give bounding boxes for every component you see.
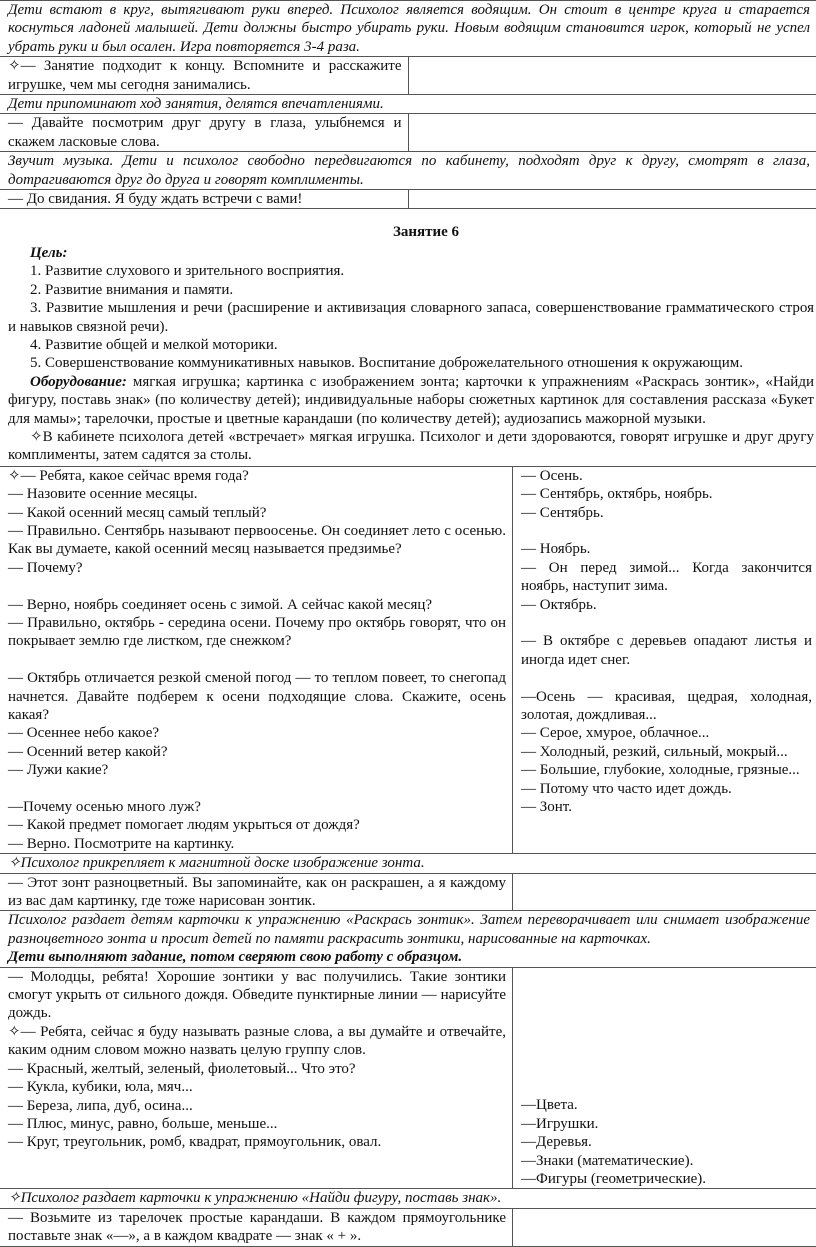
goal-item: 5. Совершенствование коммуникативных навыков. Воспитание доброжелательного отношения к окружающим. xyxy=(8,354,814,372)
lesson-dialogue-table xyxy=(0,466,816,1247)
answer-line xyxy=(521,1078,812,1096)
answer-line: —Осень — красивая, щедрая, холодная, золотая, дождливая... xyxy=(521,688,812,725)
speech-line: — Молодцы, ребята! Хорошие зонтики у вас получились. Такие зонтики смогут укрыть от сильного дождя. Обведите пунктирные линии — нарисуйте дождь. xyxy=(8,968,506,1023)
stage-direction-text: Психолог раздает детям карточки к упражнению «Раскрась зонтик». Затем переворачивает или снимает изображение разноцветного зонта и просит детей по памяти раскрасить зонтики, нарисованные на карточках. xyxy=(8,911,810,948)
answer-line xyxy=(521,1023,812,1041)
psychologist-speech-cell xyxy=(0,466,513,853)
equipment-label: Оборудование: xyxy=(30,374,127,390)
goal-item: 2. Развитие внимания и памяти. xyxy=(8,281,814,299)
psychologist-speech-cell xyxy=(0,1208,513,1246)
answer-line xyxy=(521,1041,812,1059)
answer-line: —Знаки (математические). xyxy=(521,1152,812,1170)
answer-line: — Осень. xyxy=(521,467,812,485)
dialogue-row xyxy=(0,873,816,911)
goal-item: 3. Развитие мышления и речи (расширение и активизация словарного запаса, совершенствование грамматического строя и навыков связной речи). xyxy=(8,299,814,336)
children-answer-cell xyxy=(408,190,816,209)
speech-line: — Какой осенний месяц самый теплый? xyxy=(8,504,506,522)
dialogue-row xyxy=(0,1208,816,1246)
children-answer-cell xyxy=(408,57,816,95)
lesson-section xyxy=(0,223,816,464)
answer-line: —Цвета. xyxy=(521,1096,812,1114)
speech-line: — Круг, треугольник, ромб, квадрат, прямоугольник, овал. xyxy=(8,1133,506,1151)
speech-line xyxy=(8,577,506,595)
answer-line: — Сентябрь. xyxy=(521,504,812,522)
dialogue-row xyxy=(0,190,816,209)
children-answer-cell xyxy=(513,1208,816,1246)
speech-line: — Верно, ноябрь соединяет осень с зимой. А сейчас какой месяц? xyxy=(8,596,506,614)
speech-line: ✧— Ребята, какое сейчас время года? xyxy=(8,467,506,485)
note-row xyxy=(0,1189,816,1208)
speech-line: — Почему? xyxy=(8,559,506,577)
speech-line: — Правильно. Сентябрь называют первоосенье. Он соединяет лето с осенью. Как вы думаете, какой осенний месяц называется предзимье? xyxy=(8,522,506,559)
answer-line: — Серое, хмурое, облачное... xyxy=(521,724,812,742)
speech-line: — Осеннее небо какое? xyxy=(8,724,506,742)
speech-line: — Кукла, кубики, юла, мяч... xyxy=(8,1078,506,1096)
speech-line: — Береза, липа, дуб, осина... xyxy=(8,1097,506,1115)
answer-line: — Сентябрь, октябрь, ноябрь. xyxy=(521,485,812,503)
speech-line: — Какой предмет помогает людям укрыться от дождя? xyxy=(8,816,506,834)
dialogue-row xyxy=(0,967,816,1189)
stage-direction-text: Дети встают в круг, вытягивают руки вперед. Психолог является водящим. Он стоит в центре круга и старается коснуться ладоней малышей. Дети должны быстро убирать руки. Новым водящим становится игрок, который не успел убрать руки и был осален. Игра повторяется 3-4 раза. xyxy=(8,1,810,56)
speech-line: — Осенний ветер какой? xyxy=(8,743,506,761)
children-answer-cell xyxy=(408,114,816,152)
speech-line: — Возьмите из тарелочек простые карандаши. В каждом прямоугольнике поставьте знак «—», а в каждом квадрате — знак « + ». xyxy=(8,1209,506,1246)
stage-direction-text: ✧Психолог раздает карточки к упражнению «Найди фигуру, поставь знак». xyxy=(8,1189,810,1207)
psychologist-speech-cell xyxy=(0,114,408,152)
dialogue-row xyxy=(0,57,816,95)
stage-direction-text: Звучит музыка. Дети и психолог свободно передвигаются по кабинету, подходят друг к другу, смотрят в глаза, дотрагиваются друг до друга и говорят комплименты. xyxy=(8,152,810,189)
note-row xyxy=(0,152,816,190)
stage-direction-cell xyxy=(0,95,816,114)
stage-direction-cell xyxy=(0,1189,816,1208)
note-row xyxy=(0,854,816,873)
speech-line: — Правильно, октябрь - середина осени. Почему про октябрь говорят, что он покрывает землю где листком, где снежком? xyxy=(8,614,506,651)
answer-line: —Игрушки. xyxy=(521,1115,812,1133)
goal-item: 1. Развитие слухового и зрительного восприятия. xyxy=(8,262,814,280)
goal-label: Цель: xyxy=(8,244,814,262)
dialogue-row xyxy=(0,114,816,152)
answer-line: —Фигуры (геометрические). xyxy=(521,1170,812,1188)
note-row xyxy=(0,1,816,57)
children-answer-cell xyxy=(513,967,816,1189)
stage-direction-bold-text: Дети выполняют задание, потом сверяют свою работу с образцом. xyxy=(8,948,810,966)
speech-line: — До свидания. Я буду ждать встречи с вами! xyxy=(8,190,402,208)
stage-direction-cell xyxy=(0,911,816,967)
stage-direction-text: ✧Психолог прикрепляет к магнитной доске изображение зонта. xyxy=(8,854,810,872)
stage-direction-cell xyxy=(0,1,816,57)
answer-line xyxy=(521,614,812,632)
speech-line: ✧— Занятие подходит к концу. Вспомните и расскажите игрушке, чем мы сегодня занимались. xyxy=(8,57,402,94)
answer-line xyxy=(521,669,812,687)
speech-line xyxy=(8,780,506,798)
speech-line: — Верно. Посмотрите на картинку. xyxy=(8,835,506,853)
note-row xyxy=(0,95,816,114)
children-answer-cell xyxy=(513,873,816,911)
top-dialogue-table xyxy=(0,0,816,209)
answer-line: — Большие, глубокие, холодные, грязные... xyxy=(521,761,812,779)
answer-line xyxy=(521,522,812,540)
speech-line: — Октябрь отличается резкой сменой погод — то теплом повеет, то снегопад начнется. Давайте подберем к осени подходящие слова. Скажите, осень какая? xyxy=(8,669,506,724)
lesson-title: Занятие 6 xyxy=(8,223,814,241)
speech-line: — Лужи какие? xyxy=(8,761,506,779)
answer-line: — В октябре с деревьев опадают листья и иногда идет снег. xyxy=(521,632,812,669)
speech-line xyxy=(8,651,506,669)
psychologist-speech-cell xyxy=(0,873,513,911)
answer-line: — Холодный, резкий, сильный, мокрый... xyxy=(521,743,812,761)
speech-line: — Этот зонт разноцветный. Вы запоминайте, как он раскрашен, а я каждому из вас дам картинку, где тоже нарисован зонтик. xyxy=(8,874,506,911)
stage-direction-text: Дети припоминают ход занятия, делятся впечатлениями. xyxy=(8,95,810,113)
children-answer-cell xyxy=(513,466,816,853)
answer-line: — Потому что часто идет дождь. xyxy=(521,780,812,798)
speech-line: — Красный, желтый, зеленый, фиолетовый... Что это? xyxy=(8,1060,506,1078)
speech-line: — Плюс, минус, равно, больше, меньше... xyxy=(8,1115,506,1133)
answer-line: — Зонт. xyxy=(521,798,812,816)
answer-line xyxy=(521,1060,812,1078)
equipment-paragraph xyxy=(8,373,814,428)
stage-direction-cell xyxy=(0,152,816,190)
psychologist-speech-cell xyxy=(0,57,408,95)
stage-direction-cell xyxy=(0,854,816,873)
answer-line xyxy=(521,968,812,986)
intro-paragraph: ✧В кабинете психолога детей «встречает» мягкая игрушка. Психолог и дети здороваются, говорят игрушке и друг другу комплименты, затем садятся за столы. xyxy=(8,428,814,465)
answer-line: — Он перед зимой... Когда закончится ноябрь, наступит зима. xyxy=(521,559,812,596)
psychologist-speech-cell xyxy=(0,967,513,1189)
equipment-text: мягкая игрушка; картинка с изображением зонта; карточки к упражнениям «Раскрась зонтик», «Найди фигуру, поставь знак» (по количеству детей); индивидуальные наборы сюжетных картинок для составления рассказа «Букет для мамы»; тарелочки, простые и цветные карандаши (по количеству детей); аудиозапись мажорной музыки. xyxy=(8,374,814,427)
answer-line: — Октябрь. xyxy=(521,596,812,614)
speech-line: ✧— Ребята, сейчас я буду называть разные слова, а вы думайте и отвечайте, каким одним словом можно назвать целую группу слов. xyxy=(8,1023,506,1060)
answer-line: — Ноябрь. xyxy=(521,540,812,558)
note-row xyxy=(0,911,816,967)
dialogue-row xyxy=(0,466,816,853)
speech-line: — Давайте посмотрим друг другу в глаза, улыбнемся и скажем ласковые слова. xyxy=(8,114,402,151)
goal-item: 4. Развитие общей и мелкой моторики. xyxy=(8,336,814,354)
psychologist-speech-cell xyxy=(0,190,408,209)
speech-line: — Назовите осенние месяцы. xyxy=(8,485,506,503)
answer-line: —Деревья. xyxy=(521,1133,812,1151)
speech-line: —Почему осенью много луж? xyxy=(8,798,506,816)
answer-line xyxy=(521,1004,812,1022)
answer-line xyxy=(521,986,812,1004)
